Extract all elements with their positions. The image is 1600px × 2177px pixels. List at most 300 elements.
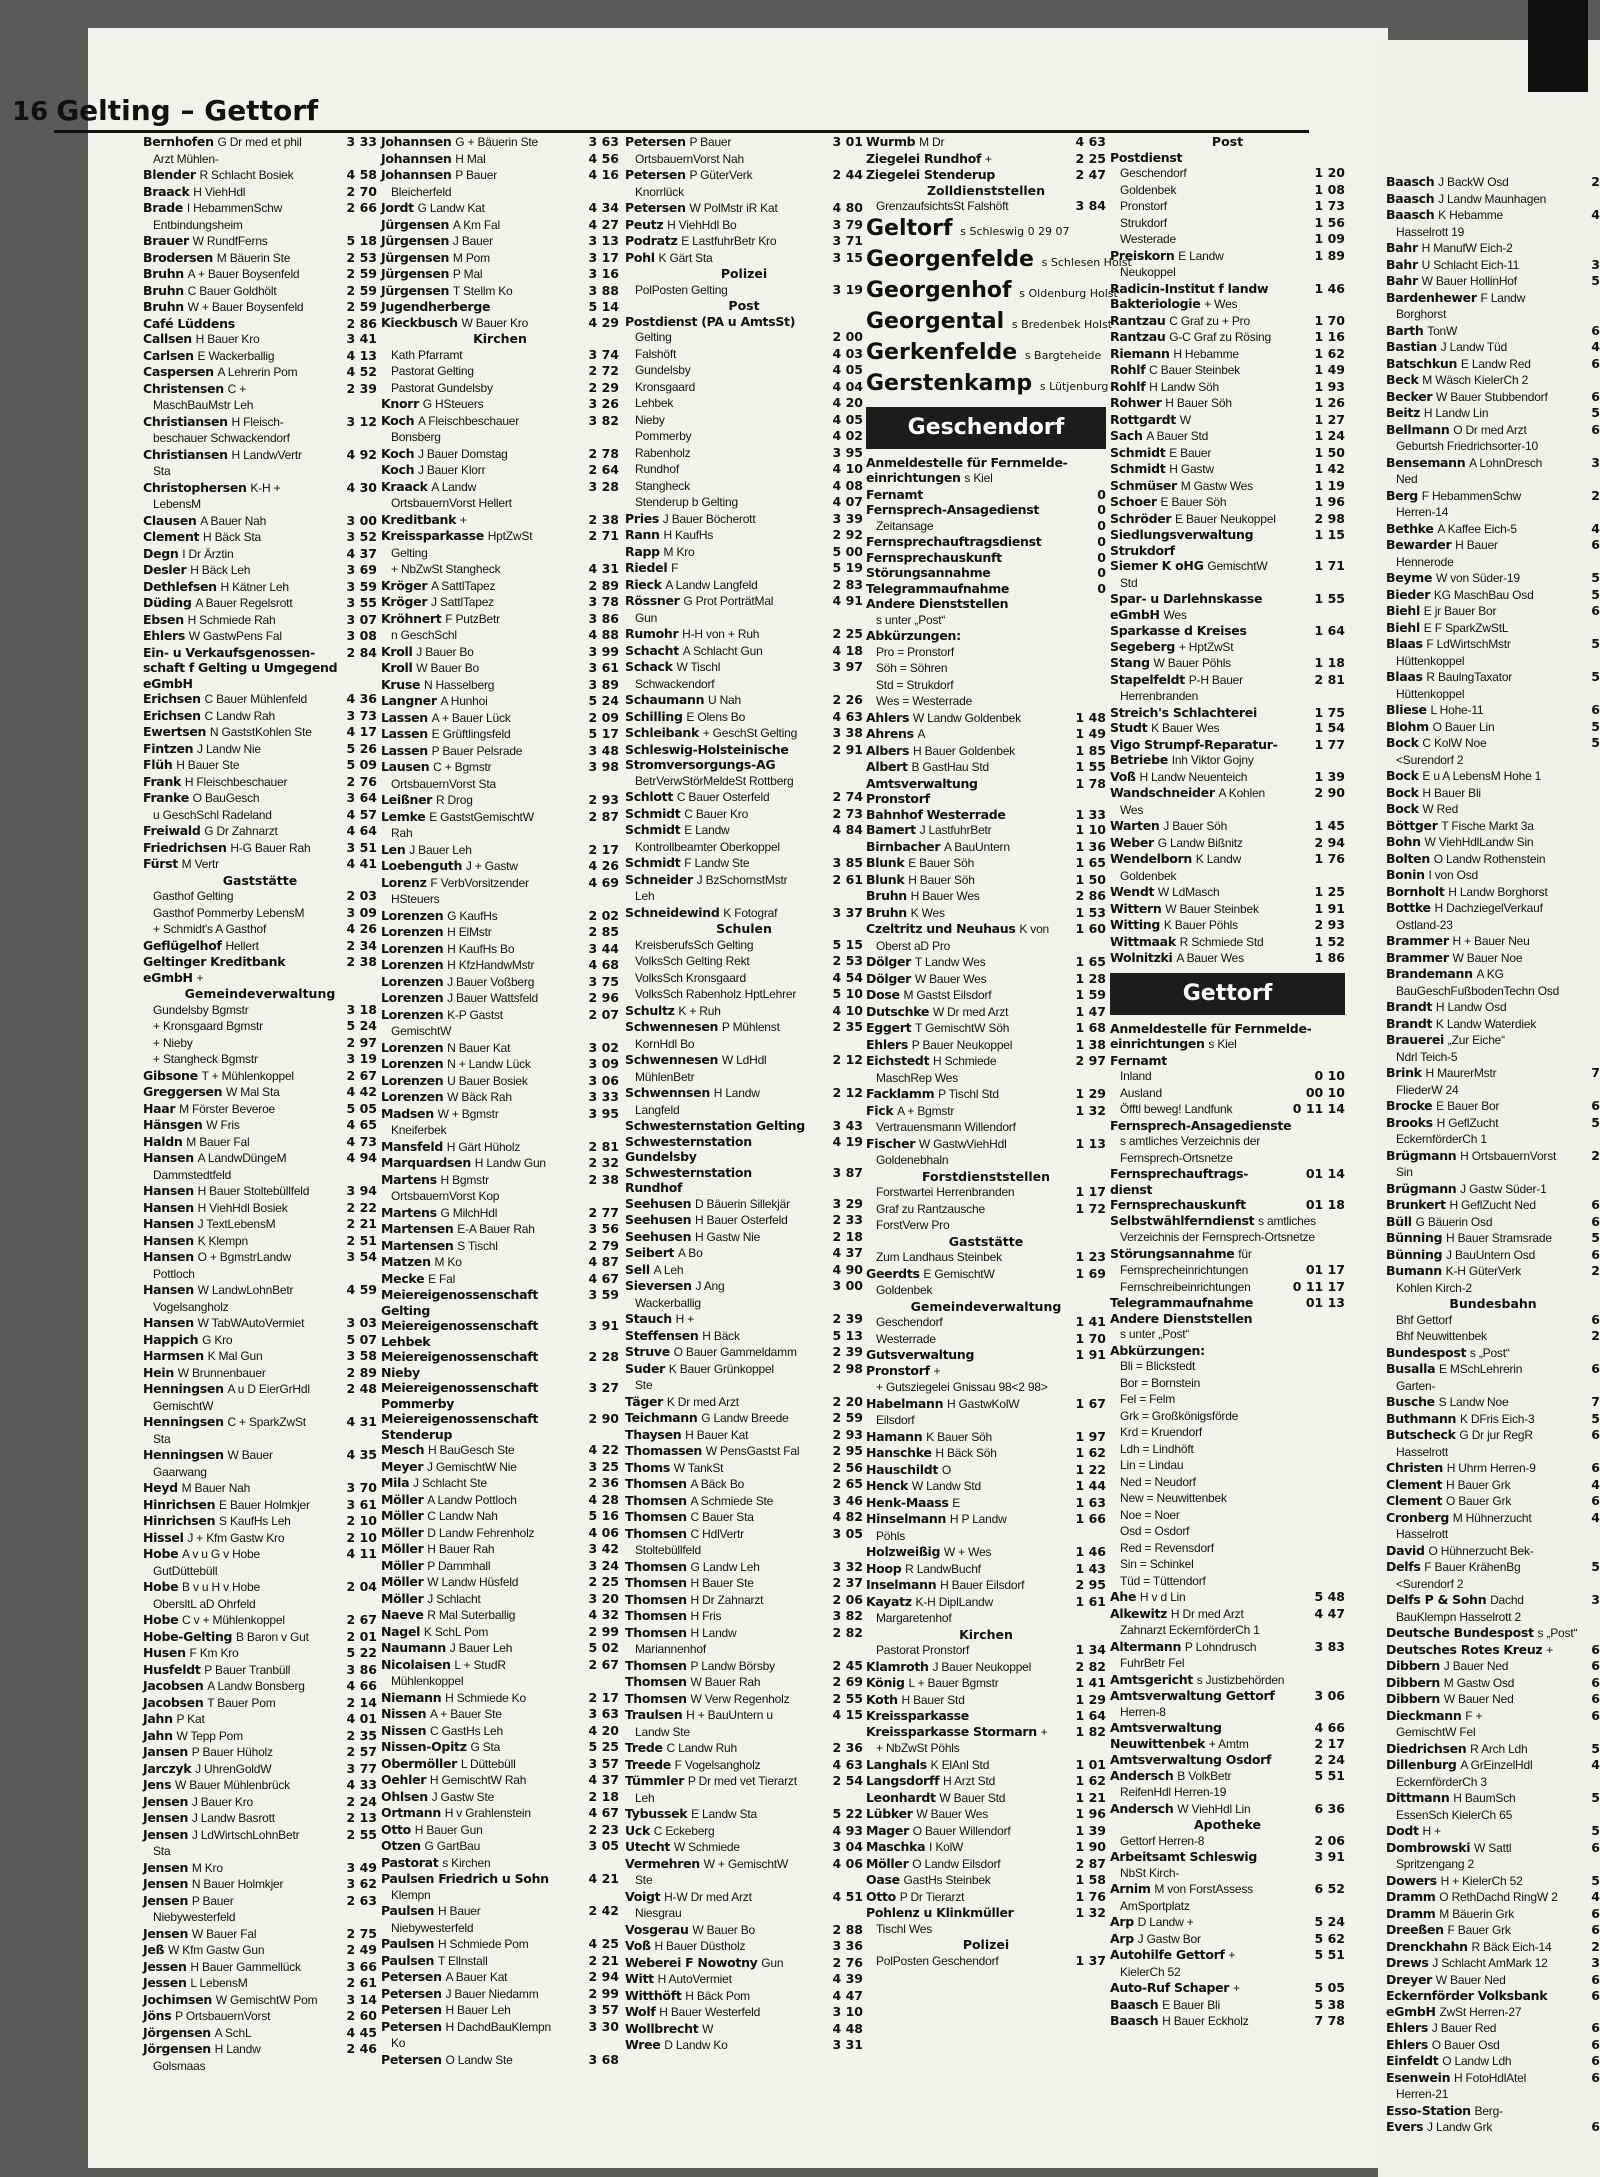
entry-detail: H Bäck Söh: [935, 1446, 997, 1460]
directory-entry: [1110, 917, 1345, 934]
entry-detail: C Bauer Sta: [690, 1510, 754, 1524]
directory-entry: [1110, 379, 1345, 396]
directory-entry: [381, 1673, 619, 1690]
phone-number: 6: [1591, 1460, 1600, 1475]
phone-number: 4 25: [588, 1936, 619, 1951]
entry-detail: G Landw Bißnitz: [1157, 835, 1243, 850]
entry-detail: C Eckeberg: [653, 1823, 715, 1838]
phone-number: 4 45: [346, 2024, 377, 2040]
entry-detail: A + Bgmstr: [897, 1103, 955, 1118]
phone-number: 2 67: [588, 1656, 619, 1672]
phone-number: 6: [1591, 702, 1600, 717]
entry-name: Voß: [1110, 768, 1136, 784]
directory-entry: [381, 545, 619, 562]
section-heading: Gemeindeverwaltung: [184, 986, 336, 1001]
phone-number: 2 51: [346, 1232, 377, 1248]
entry-detail: Öfftl beweg! Landfunk: [1120, 1102, 1233, 1116]
directory-entry: [1386, 240, 1600, 257]
phone-number: 2 34: [346, 937, 377, 953]
phone-number: 5 26: [346, 740, 377, 756]
entry-detail: Goldenbek: [1120, 182, 1177, 197]
directory-entry: [143, 1744, 377, 1761]
directory-entry: [866, 1724, 1106, 1741]
phone-number: 3 18: [346, 1001, 377, 1017]
phone-number: 3 74: [588, 346, 619, 362]
phone-number: 4 80: [832, 200, 863, 215]
phone-number: 1 32: [1075, 1102, 1106, 1118]
entry-detail: Leh: [635, 1790, 655, 1805]
entry-detail: W Bauer HollinHof: [1421, 274, 1517, 288]
directory-entry: [625, 888, 863, 905]
entry-name: Obermöller: [381, 1755, 458, 1771]
directory-entry: [1110, 231, 1345, 248]
entry-name: Lorenzen: [381, 990, 444, 1005]
entry-detail: + Gutsziegelei Gnissau 98<2 98>: [876, 1380, 1048, 1394]
directory-entry: [625, 593, 863, 610]
entry-name: Segeberg: [1110, 638, 1176, 654]
phone-number: 2 67: [346, 1612, 377, 1627]
entry-name: Bensemann: [1386, 454, 1466, 470]
entry-detail: Gelting: [391, 545, 428, 560]
entry-name: Henk-Maass: [866, 1494, 949, 1510]
entry-name: Langner: [381, 693, 437, 708]
directory-entry: [1110, 1914, 1345, 1931]
entry-detail: Niebywesterfeld: [153, 1910, 236, 1924]
entry-name: Matzen: [381, 1254, 431, 1269]
directory-entry: [1386, 1115, 1600, 1132]
section-heading: Polizei: [962, 1937, 1010, 1952]
directory-entry: [1386, 438, 1600, 455]
entry-name: Schleibank: [625, 725, 699, 740]
directory-entry: [1110, 428, 1345, 445]
directory-entry: [1386, 1230, 1600, 1247]
phone-number: 2: [1591, 1147, 1600, 1163]
entry-detail: C HdlVertr: [690, 1526, 744, 1541]
directory-entry: [625, 789, 863, 806]
entry-detail: +: [196, 970, 204, 985]
phone-number: 2 78: [588, 445, 619, 461]
entry-name: Johannsen: [381, 167, 452, 182]
entry-name: Kreissparkasse: [381, 528, 484, 543]
entry-name: Vigo Strumpf-Reparatur-: [1110, 736, 1278, 752]
directory-entry: [1110, 1326, 1345, 1343]
directory-entry: [625, 1377, 863, 1394]
entry-name: Jahn: [143, 1727, 173, 1743]
entry-detail: Knorrlück: [635, 184, 684, 199]
entry-detail: J Landw Grk: [1427, 2120, 1493, 2134]
entry-detail: P Bauer Neukoppel: [911, 1037, 1013, 1052]
entry-detail: H ManufW Eich-2: [1421, 241, 1513, 255]
directory-entry: [866, 1511, 1106, 1528]
entry-name: Drews: [1386, 1955, 1429, 1970]
directory-entry: [866, 660, 1106, 677]
directory-entry: [143, 1843, 377, 1860]
phone-number: 5 51: [1314, 1947, 1345, 1962]
directory-entry: [143, 1447, 377, 1464]
directory-entry: [381, 1334, 619, 1350]
entry-detail: W Bauer Wes: [914, 971, 987, 986]
directory-entry: [1386, 257, 1600, 274]
entry-name: Drenckhahn: [1386, 1938, 1468, 1954]
entry-name: Marquardsen: [381, 1155, 471, 1170]
directory-entry: [866, 1119, 1106, 1136]
phone-number: 3 00: [346, 512, 377, 528]
phone-number: 1 71: [1314, 558, 1345, 573]
entry-detail: K von: [1019, 922, 1050, 936]
directory-entry: [866, 726, 1106, 743]
phone-number: 1 28: [1075, 970, 1106, 986]
directory-entry: [625, 379, 863, 396]
entry-detail: Lehbek: [635, 396, 674, 410]
phone-number: 4 90: [832, 1261, 863, 1277]
directory-entry: [381, 1706, 619, 1723]
entry-name: Arp: [1110, 1930, 1134, 1946]
directory-entry: [625, 1476, 863, 1493]
entry-name: Lausen: [381, 759, 430, 774]
entry-detail: Herren-14: [1396, 505, 1449, 519]
entry-detail: Gasthof Pommerby LebensM: [153, 905, 305, 920]
entry-detail: M Wäsch KielerCh 2: [1422, 373, 1529, 387]
entry-detail: H Bauer Kat: [685, 1427, 749, 1442]
directory-entry: [625, 527, 863, 544]
directory-entry: [381, 1969, 619, 1986]
entry-detail: Graf zu Rantzausche: [876, 1201, 985, 1216]
entry-name: Schacht: [625, 642, 679, 658]
entry-detail: Herrenbranden: [1120, 689, 1199, 703]
directory-entry: [625, 1295, 863, 1312]
directory-entry: [143, 1711, 377, 1728]
phone-number: 1 09: [1314, 231, 1345, 246]
entry-name: Deutsche Bundespost: [1386, 1625, 1534, 1640]
entry-detail: GutDüttebüll: [153, 1563, 218, 1578]
phone-number: 3 43: [832, 1118, 863, 1133]
entry-detail: H Bauer Söh: [908, 872, 975, 887]
phone-number: 2 69: [832, 1674, 863, 1689]
entry-name: Blunk: [866, 871, 905, 887]
directory-entry: [625, 2021, 863, 2038]
directory-entry: [381, 1591, 619, 1608]
directory-entry: [1110, 1068, 1345, 1085]
entry-name: Wolnitzki: [1110, 950, 1173, 965]
entry-name: Schlott: [625, 789, 674, 804]
phone-number: 5: [1591, 1740, 1600, 1756]
entry-name: Geflügelhof: [143, 937, 222, 953]
directory-entry: [381, 1756, 619, 1773]
entry-detail: L Düttebüll: [460, 1756, 516, 1771]
entry-detail: E Bauer Söh: [908, 856, 975, 870]
entry-detail: N Bauer Holmkjer: [191, 1877, 284, 1891]
directory-entry: [381, 1953, 619, 1970]
entry-detail: Ostland-23: [1396, 917, 1453, 932]
directory-entry: [866, 198, 1106, 215]
entry-detail: Wes: [1163, 607, 1187, 622]
directory-entry: [625, 1394, 863, 1411]
directory-entry: [625, 1707, 863, 1724]
entry-name: Lassen: [381, 742, 428, 758]
entry-name: Petersen: [381, 2002, 442, 2017]
phone-number: 2 72: [588, 363, 619, 378]
directory-entry: [866, 1889, 1106, 1906]
entry-name: Rössner: [625, 593, 680, 608]
entry-detail: W + Wes: [943, 1545, 992, 1559]
entry-name: Henningsen: [143, 1414, 224, 1429]
directory-entry: [381, 1789, 619, 1806]
phone-number: 3 15: [832, 249, 863, 265]
phone-number: 3 33: [588, 1089, 619, 1104]
entry-detail: U Nah: [707, 693, 741, 707]
directory-entry: [381, 1805, 619, 1822]
entry-detail: Fernsprecheinrichtungen: [1120, 1263, 1249, 1277]
directory-entry: [1386, 1510, 1600, 1527]
directory-entry: [1110, 296, 1345, 313]
column-1: [143, 134, 377, 2074]
entry-detail: T Bauer Pom: [207, 1695, 276, 1710]
directory-entry: [381, 1574, 619, 1591]
phone-number: 4 35: [346, 1447, 377, 1462]
entry-name: Ahrens: [866, 726, 914, 741]
entry-detail: Ldh = Lindhöft: [1120, 1441, 1194, 1456]
phone-number: 2 59: [346, 266, 377, 281]
entry-name: Böttger: [1386, 817, 1438, 833]
entry-detail: O BauGesch: [192, 791, 260, 805]
phone-number: 3: [1591, 256, 1600, 272]
entry-name: Postdienst: [1110, 149, 1183, 165]
entry-detail: O Bauer Willendorf: [912, 1823, 1011, 1838]
directory-entry: [381, 413, 619, 430]
directory-entry: [1110, 478, 1345, 495]
entry-detail: H Bauer Leh: [445, 2003, 511, 2017]
phone-number: 4 33: [346, 1777, 377, 1792]
phone-number: 4 27: [588, 216, 619, 232]
entry-name: Brammer: [1386, 933, 1449, 948]
entry-detail: C v + Mühlenkoppel: [182, 1613, 285, 1627]
directory-entry: [1386, 900, 1600, 917]
entry-detail: T + Mühlenkoppel: [201, 1068, 294, 1083]
entry-detail: G-C Graf zu Rösing: [1169, 330, 1271, 344]
entry-name: Hansen: [143, 1315, 194, 1330]
entry-detail: H +: [1422, 1824, 1441, 1838]
phone-number: 4 54: [832, 969, 863, 985]
directory-entry: [866, 677, 1106, 694]
phone-number: 2 25: [588, 1574, 619, 1589]
entry-detail: W Tischl: [676, 660, 721, 674]
entry-detail: Mühlenkoppel: [391, 1674, 464, 1688]
directory-entry: [143, 807, 377, 824]
entry-detail: Sta: [153, 464, 171, 478]
directory-entry: [1386, 686, 1600, 703]
entry-name: Jensen: [143, 1859, 189, 1875]
directory-entry: [625, 1542, 863, 1559]
entry-detail: H + BauUntern u: [686, 1708, 773, 1722]
entry-name: Schoer: [1110, 494, 1157, 509]
phone-number: 4 06: [588, 1524, 619, 1540]
entry-detail: J Bauer Böcherott: [662, 511, 756, 526]
directory-entry: [143, 1546, 377, 1563]
directory-entry: [1386, 801, 1600, 818]
directory-entry: [625, 1052, 863, 1069]
phone-number: 2 65: [832, 1476, 863, 1491]
entry-detail: E Bauer Holmkjer: [219, 1497, 310, 1512]
directory-entry: [143, 1893, 377, 1910]
entry-detail: J GemischtW Nie: [426, 1459, 517, 1474]
entry-detail: OrtsbauernVorst Kop: [391, 1189, 500, 1203]
entry-detail: J UhrenGoldW: [195, 1761, 272, 1776]
section-heading: Apotheke: [1193, 1817, 1262, 1832]
phone-number: 4 59: [346, 1282, 377, 1297]
directory-entry: [381, 495, 619, 512]
entry-detail: P OrtsbauernVorst: [175, 2009, 271, 2023]
phone-number: 5: [1591, 586, 1600, 602]
entry-name: Seibert: [625, 1245, 675, 1260]
phone-number: 6: [1591, 1905, 1600, 1921]
directory-entry: [1110, 1053, 1345, 1069]
entry-detail: W Schmiede: [673, 1840, 740, 1854]
phone-number: 3 09: [346, 904, 377, 920]
entry-detail: K Dr med Arzt: [666, 1394, 739, 1409]
entry-detail: ZwSt Herren-27: [1439, 2004, 1522, 2019]
entry-detail: W Verw Regenholz: [690, 1691, 790, 1706]
directory-entry: [381, 842, 619, 859]
phone-number: 1 82: [1075, 1723, 1106, 1739]
phone-number: 1 39: [1314, 768, 1345, 784]
phone-number: 3 64: [346, 790, 377, 805]
entry-name: Struve: [625, 1344, 670, 1359]
entry-name: Jacobsen: [143, 1694, 204, 1710]
entry-detail: Gun: [761, 1955, 784, 1970]
entry-detail: OrtsbauernVorst Nah: [635, 151, 744, 166]
directory-entry: [866, 1740, 1106, 1757]
entry-detail: H DachziegelVerkauf: [1434, 901, 1543, 915]
phone-number: 1 48: [1075, 709, 1106, 725]
entry-detail: H Bgmstr: [440, 1172, 489, 1187]
entry-name: Carlsen: [143, 347, 194, 363]
directory-entry: [1110, 688, 1345, 705]
entry-detail: G KaufHs: [447, 908, 498, 923]
entry-detail: F Bauer Grk: [1447, 1923, 1511, 1937]
directory-entry: [1386, 1972, 1600, 1989]
entry-name: Arp: [1110, 1914, 1134, 1929]
entry-name: Schwesternstation: [625, 1133, 752, 1149]
entry-detail: G Landw Breede: [701, 1411, 789, 1425]
entry-detail: P Bauer Pelsrade: [431, 743, 523, 758]
entry-name: Stauch: [625, 1311, 672, 1326]
entry-name: Oehler: [381, 1772, 427, 1787]
entry-name: Lehbek: [381, 1333, 431, 1349]
entry-detail: EckernförderCh 3: [1396, 1774, 1487, 1789]
entry-detail: + HptZwSt: [1178, 639, 1234, 654]
entry-name: Thomsen: [625, 1608, 687, 1623]
entry-name: Meiereigenossenschaft: [381, 1411, 539, 1426]
entry-name: Tybussek: [625, 1806, 688, 1821]
entry-detail: K-H +: [250, 480, 281, 495]
entry-name: Mesch: [381, 1442, 425, 1457]
phone-number: 1 22: [1075, 1461, 1106, 1477]
entry-detail: J Bauer Domstag: [417, 446, 508, 461]
entry-detail: Margaretenhof: [876, 1611, 952, 1625]
entry-name: Dowers: [1386, 1872, 1437, 1888]
entry-name: Christiansen: [143, 413, 228, 429]
entry-detail: T Ellnstall: [437, 1953, 488, 1968]
directory-entry: [1386, 174, 1600, 191]
entry-detail: Lin = Lindau: [1120, 1458, 1184, 1472]
entry-detail: Pro = Pronstorf: [876, 644, 955, 659]
entry-name: Otto: [866, 1888, 896, 1904]
entry-detail: J BackW Osd: [1438, 175, 1509, 189]
entry-name: Rohwer: [1110, 395, 1162, 410]
phone-number: 2 64: [588, 462, 619, 477]
phone-number: 1 32: [1075, 1905, 1106, 1920]
entry-name: Husen: [143, 1645, 186, 1660]
entry-detail: W + Bauer Boysenfeld: [187, 300, 304, 314]
entry-detail: A Leh: [653, 1262, 684, 1277]
directory-entry: [1110, 1639, 1345, 1656]
entry-detail: H P Landw: [949, 1512, 1007, 1526]
phone-number: 4: [1591, 1509, 1600, 1525]
entry-detail: Goldenbek: [876, 1283, 933, 1297]
entry-detail: W Dr med Arzt: [932, 1004, 1009, 1019]
phone-number: 2 09: [588, 709, 619, 725]
directory-entry: [625, 1149, 863, 1165]
directory-entry: [1110, 182, 1345, 199]
phone-number: 5: [1591, 570, 1600, 585]
directory-entry: [866, 1773, 1106, 1790]
phone-number: 4 47: [832, 1987, 863, 2003]
directory-entry: [381, 1365, 619, 1381]
directory-entry: [143, 1926, 377, 1943]
entry-detail: HSteuers: [391, 892, 440, 906]
entry-detail: W TankSt: [673, 1460, 724, 1475]
directory-entry: [143, 1035, 377, 1052]
directory-entry: [1110, 1490, 1345, 1507]
entry-detail: H Bauer Gun: [414, 1822, 483, 1837]
section-heading: Polizei: [720, 266, 768, 281]
entry-detail: Gun: [635, 610, 658, 625]
phone-number: 1 19: [1314, 477, 1345, 493]
entry-name: Hinselmann: [866, 1511, 947, 1526]
phone-number: 1 27: [1314, 411, 1345, 427]
directory-entry: [625, 659, 863, 676]
town-note: s Bredenbek Holst: [1011, 317, 1113, 331]
entry-detail: Entbindungsheim: [153, 217, 243, 232]
entry-name: Fick: [866, 1102, 894, 1118]
phone-number: 3 14: [346, 1991, 377, 2007]
entry-name: Cronberg: [1386, 1509, 1449, 1525]
directory-entry: [1110, 395, 1345, 412]
entry-detail: H BaumSch: [1453, 1791, 1516, 1805]
phone-number: 4 13: [346, 347, 377, 363]
directory-entry: [1110, 346, 1345, 363]
entry-detail: H DachdBauKlempn: [445, 2019, 551, 2034]
directory-entry: [1386, 207, 1600, 224]
directory-entry: [143, 513, 377, 530]
entry-detail: VolksSch Rabenholz HptLehrer: [635, 987, 797, 1001]
entry-detail: T Fische Markt 3a: [1441, 818, 1534, 833]
phone-number: 2 39: [832, 1344, 863, 1359]
entry-name: Seehusen: [625, 1195, 692, 1211]
entry-name: Dreeßen: [1386, 1922, 1444, 1937]
entry-detail: A Landw Langfeld: [665, 577, 758, 592]
entry-detail: Niesgrau: [635, 1906, 682, 1920]
phone-number: 3 20: [588, 1590, 619, 1606]
phone-number: 3 19: [346, 1051, 377, 1066]
phone-number: 5: [1591, 1230, 1600, 1245]
entry-name: Hansen: [143, 1183, 194, 1198]
directory-entry: [381, 644, 619, 661]
entry-detail: +: [1040, 1724, 1048, 1739]
phone-number: 2 87: [588, 808, 619, 824]
entry-detail: J Landw Nie: [197, 741, 261, 756]
entry-name: Madsen: [381, 1105, 434, 1121]
